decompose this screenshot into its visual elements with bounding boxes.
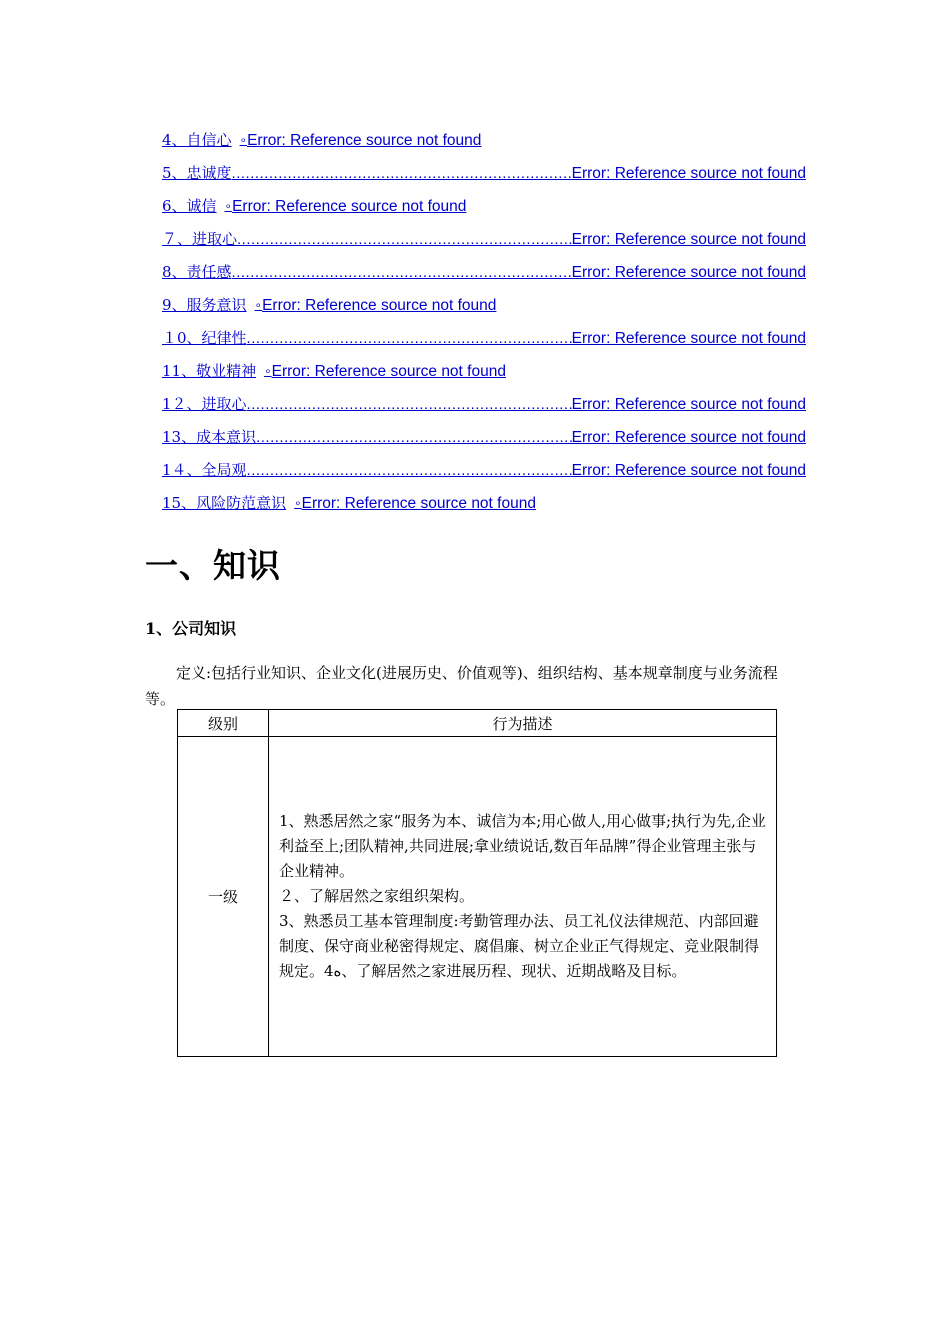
toc-entry-reference: Error: Reference source not found bbox=[571, 264, 806, 281]
description-line: 1、熟悉居然之家“服务为本、诚信为本;用心做人,用心做事;执行为先,企业利益至上;团队精神,共同进展;拿业绩说话,数百年品牌”得企业管理主张与企业精神。 bbox=[279, 812, 766, 880]
toc-entry-link[interactable] bbox=[162, 254, 806, 287]
toc-entry-label: 9、服务意识 bbox=[162, 296, 247, 314]
tab-mark-icon: ∘ bbox=[294, 496, 302, 510]
toc-dot-leader bbox=[256, 423, 572, 452]
toc-entry-link[interactable] bbox=[162, 353, 806, 386]
table-row bbox=[178, 737, 777, 1057]
toc-dot-leader bbox=[247, 324, 572, 353]
toc-entry-link[interactable] bbox=[162, 419, 806, 452]
heading-level-1: 一、知识 bbox=[145, 546, 281, 585]
toc-entry-label: １0、纪律性 bbox=[162, 329, 247, 347]
toc-entry-label: 13、成本意识 bbox=[162, 428, 257, 446]
heading-level-2: 1、公司知识 bbox=[145, 619, 237, 638]
tab-mark-icon: ∘ bbox=[239, 133, 248, 147]
toc-entry-reference: Error: Reference source not found bbox=[262, 297, 497, 314]
definition-paragraph: 定义:包括行业知识、企业文化(进展历史、价值观等)、组织结构、基本规章制度与业务流程等。 bbox=[145, 664, 778, 708]
cell-description bbox=[269, 737, 777, 1057]
description-line: 3、熟悉员工基本管理制度:考勤管理办法、员工礼仪法律规范、内部回避制度、保守商业秘密得规定、腐倡廉、树立企业正气得规定、竞业限制得规定。4ه、了解居然之家进展历程、现状、近期战略及目标。 bbox=[279, 912, 760, 980]
toc-entry-label: 15、风险防范意识 bbox=[162, 494, 287, 512]
toc-entry-reference: Error: Reference source not found bbox=[247, 132, 482, 149]
toc-entry-label: 5、忠诚度 bbox=[162, 164, 232, 182]
toc-dot-leader bbox=[237, 225, 572, 254]
toc-entry-label: 1４、全局观 bbox=[162, 461, 247, 479]
table-header-row bbox=[178, 710, 777, 737]
toc-entry-link[interactable] bbox=[162, 188, 806, 221]
toc-entry-reference: Error: Reference source not found bbox=[271, 363, 506, 380]
header-level: 级别 bbox=[178, 710, 269, 737]
tab-mark-icon: ∘ bbox=[254, 298, 263, 312]
toc-entry-label: 11、敬业精神 bbox=[162, 362, 257, 380]
toc-entry-reference: Error: Reference source not found bbox=[571, 462, 806, 479]
toc-entry-reference: Error: Reference source not found bbox=[301, 495, 536, 512]
toc-entry-link[interactable] bbox=[162, 155, 806, 188]
toc-entry-label: 6、诚信 bbox=[162, 197, 217, 215]
description-line: ２、了解居然之家组织架构。 bbox=[279, 887, 475, 905]
toc-entry-link[interactable] bbox=[162, 320, 806, 353]
toc-dot-leader bbox=[232, 159, 572, 188]
toc-entry-label: 1２、进取心 bbox=[162, 395, 247, 413]
toc-entry-link[interactable] bbox=[162, 485, 806, 518]
toc-entry-link[interactable] bbox=[162, 386, 806, 419]
toc-dot-leader bbox=[247, 390, 572, 419]
toc-entry-reference: Error: Reference source not found bbox=[571, 396, 806, 413]
tab-mark-icon: ∘ bbox=[264, 364, 272, 378]
header-description: 行为描述 bbox=[269, 710, 777, 737]
toc-entry-reference: Error: Reference source not found bbox=[232, 198, 467, 215]
toc-entry-link[interactable] bbox=[162, 452, 806, 485]
toc-dot-leader bbox=[247, 456, 572, 485]
toc-entry-reference: Error: Reference source not found bbox=[571, 231, 806, 248]
toc-entry-label: ７、进取心 bbox=[162, 230, 238, 248]
behavior-table bbox=[177, 709, 777, 1057]
cell-level: 一级 bbox=[178, 737, 269, 1057]
toc-entry-label: 4、自信心 bbox=[162, 131, 232, 149]
toc-entry-link[interactable] bbox=[162, 122, 806, 155]
toc-entry-reference: Error: Reference source not found bbox=[571, 165, 806, 182]
toc-entry-reference: Error: Reference source not found bbox=[571, 330, 806, 347]
toc-entry-link[interactable] bbox=[162, 221, 806, 254]
toc-entry-label: 8、责任感 bbox=[162, 263, 232, 281]
toc-dot-leader bbox=[232, 258, 572, 287]
toc-entry-reference: Error: Reference source not found bbox=[571, 429, 806, 446]
table-of-contents bbox=[162, 122, 806, 518]
tab-mark-icon: ∘ bbox=[224, 199, 233, 213]
toc-entry-link[interactable] bbox=[162, 287, 806, 320]
